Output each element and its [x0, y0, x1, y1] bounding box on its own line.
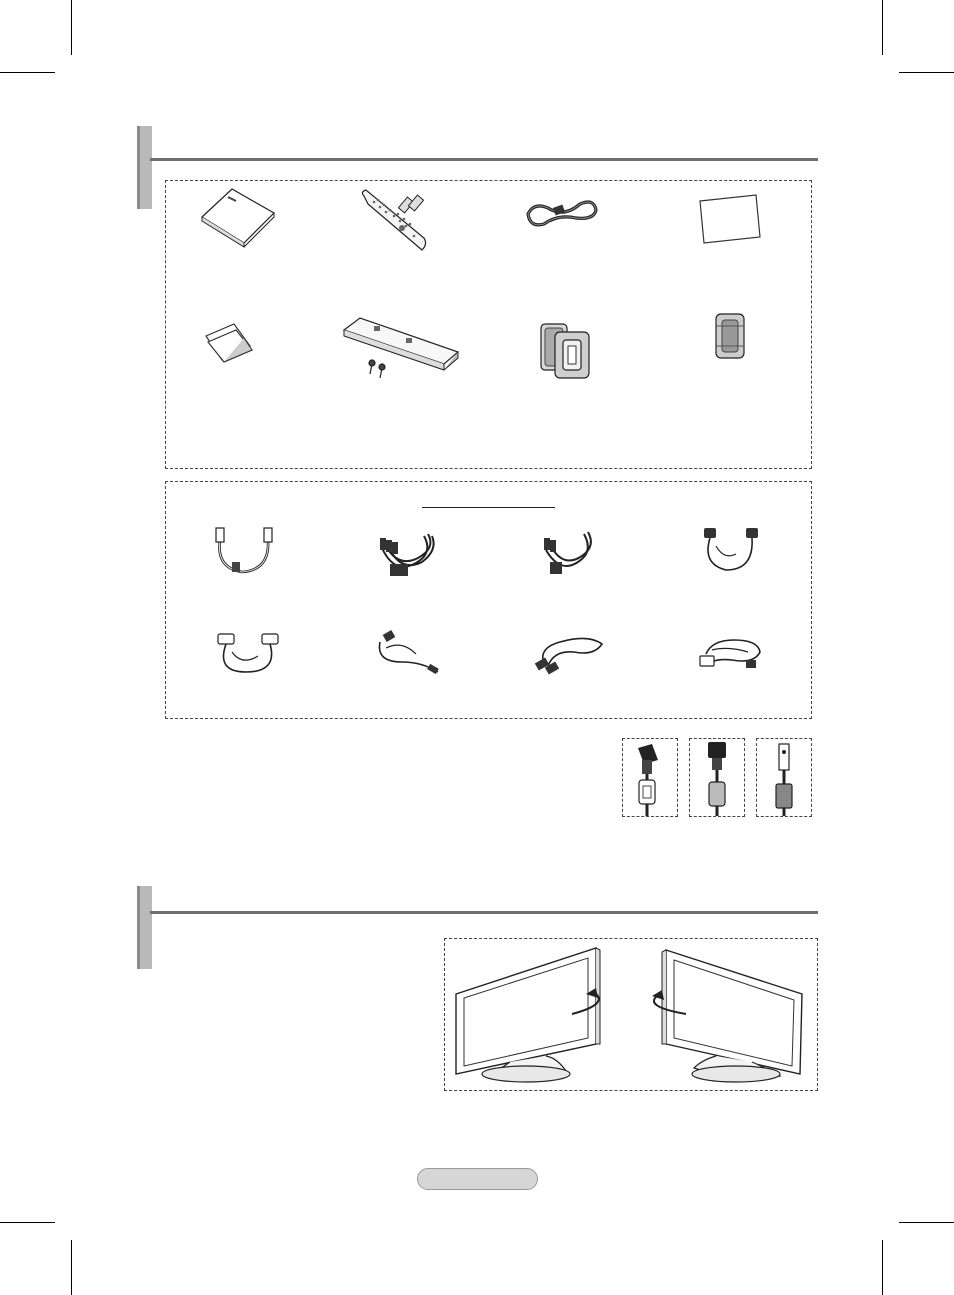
manual-icon: [198, 187, 278, 252]
section-rule: [150, 911, 818, 914]
sold-separately-box: [165, 481, 812, 719]
crop-mark: [899, 72, 954, 73]
crop-mark: [882, 1240, 883, 1295]
section-rule: [150, 158, 818, 161]
crop-mark: [882, 0, 883, 55]
cover-bottom-icon: [340, 314, 462, 385]
power-cord-ferrite-icon: [630, 740, 670, 821]
hdmi-cable-icon: [534, 630, 606, 677]
cable-ferrite-icon: [700, 740, 740, 821]
ferrite-core-large-icon: [537, 318, 597, 387]
crop-mark: [71, 0, 72, 55]
crop-mark: [0, 1222, 55, 1223]
scart-cable-icon: [212, 632, 284, 681]
antenna-cable-icon: [208, 524, 280, 583]
section-marker: [137, 126, 152, 209]
plug-ferrite-icon: [768, 740, 804, 821]
cloth-icon: [698, 193, 762, 250]
pc-cable-icon: [696, 524, 766, 579]
page-number-badge: [417, 1168, 538, 1190]
crop-mark: [899, 1222, 954, 1223]
component-cable-icon: [378, 528, 438, 583]
sold-separately-heading-underline: [422, 507, 555, 508]
section-marker: [137, 886, 152, 969]
power-cord-icon: [524, 196, 600, 235]
hdmi-dvi-cable-icon: [698, 632, 764, 677]
tv-swivel-icon: [450, 944, 812, 1089]
pc-audio-cable-icon: [372, 628, 442, 681]
audio-cable-icon: [542, 528, 598, 581]
crop-mark: [0, 72, 55, 73]
warranty-card-icon: [204, 322, 254, 367]
remote-control-icon: [358, 188, 428, 259]
crop-mark: [71, 1240, 72, 1295]
ferrite-core-small-icon: [712, 310, 748, 365]
